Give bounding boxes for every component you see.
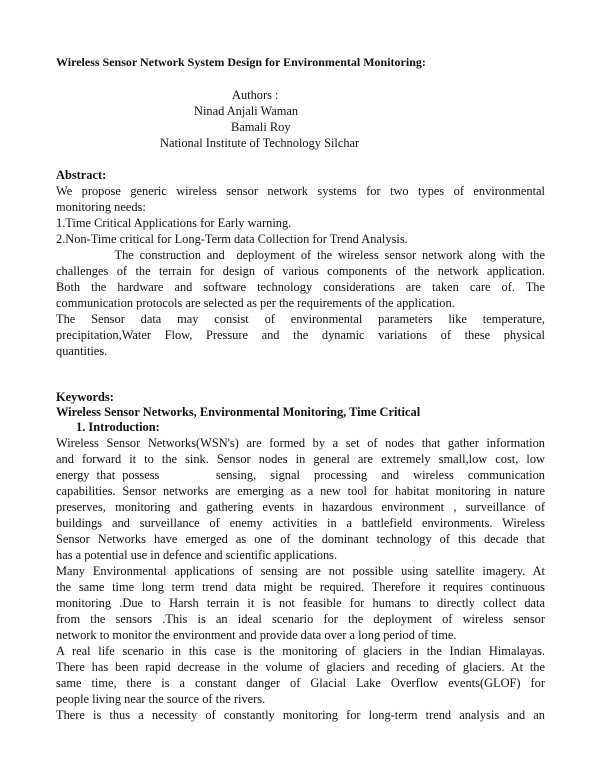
intro-line: There has been rapid decrease in the volume of glaciers and receding of glaciers. At the [56,660,545,674]
abstract-line: quantities. [56,344,108,358]
abstract-line: monitoring needs: [56,200,146,214]
author-2: Bamali Roy [231,120,291,134]
keywords-list: Wireless Sensor Networks, Environmental Monitoring, Time Critical [56,405,421,419]
abstract-line: communication protocols are selected as per the requirements of the application. [56,296,455,310]
intro-line: monitoring .Due to Harsh terrain it is not feasible for humans to directly collect data [56,596,545,610]
intro-line: Wireless Sensor Networks(WSN's) are formed by a set of nodes that gather information [56,436,545,450]
intro-line: There is thus a necessity of constantly monitoring for long-term trend analysis and an [56,708,545,722]
abstract-line: precipitation,Water Flow, Pressure and the dynamic variations of these physical [56,328,545,342]
intro-line: network to monitor the environment and provide data over a long period of time. [56,628,457,642]
abstract-line: The Sensor data may consist of environmental parameters like temperature, [56,312,545,326]
intro-line: and forward it to the sink. Sensor nodes in general are extremely small,low cost, low [56,452,545,466]
keywords-heading: Keywords: [56,390,114,404]
intro-line: the same time long term trend data might be required. Therefore it requires continuous [56,580,545,594]
abstract-line: 1.Time Critical Applications for Early warning. [56,216,292,230]
abstract-line: The construction and deployment of the wireless sensor network along with the [56,248,545,262]
intro-line: same time, there is a constant danger of Glacial Lake Overflow events(GLOF) for [56,676,545,690]
abstract-line: 2.Non-Time critical for Long-Term data Collection for Trend Analysis. [56,232,408,246]
authors-label: Authors : [232,88,279,102]
intro-line: preserves, monitoring and gathering events in hazardous environment , surveillance of [56,500,545,514]
intro-line: capabilities. Sensor networks are emerging as a new tool for habitat monitoring in nature [56,484,545,498]
abstract-heading: Abstract: [56,168,107,182]
intro-line: energy that possess sensing, signal processing and wireless communication [56,468,545,482]
abstract-line: Both the hardware and software technology considerations are taken care of. The [56,280,545,294]
author-1: Ninad Anjali Waman [194,104,299,118]
introduction-heading: 1. Introduction: [76,420,160,434]
intro-line: Sensor Networks have emerged as one of the dominant technology of this decade that [56,532,545,546]
institution: National Institute of Technology Silchar [160,136,360,150]
intro-line: people living near the source of the rivers. [56,692,266,706]
intro-line: from the sensors .This is an ideal scenario for the deployment of wireless sensor [56,612,545,626]
intro-line: buildings and surveillance of enemy activities in a battlefield environments. Wireless [56,516,545,530]
intro-line: has a potential use in defence and scientific applications. [56,548,338,562]
abstract-line: challenges of the terrain for design of various components of the network application. [56,264,545,278]
intro-line: A real life scenario in this case is the monitoring of glaciers in the Indian Himalayas. [56,644,545,658]
abstract-line: We propose generic wireless sensor network systems for two types of environmental [56,184,545,198]
intro-line: Many Environmental applications of sensing are not possible using satellite imagery. At [56,564,545,578]
paper-title: Wireless Sensor Network System Design for Environmental Monitoring: [56,55,426,69]
